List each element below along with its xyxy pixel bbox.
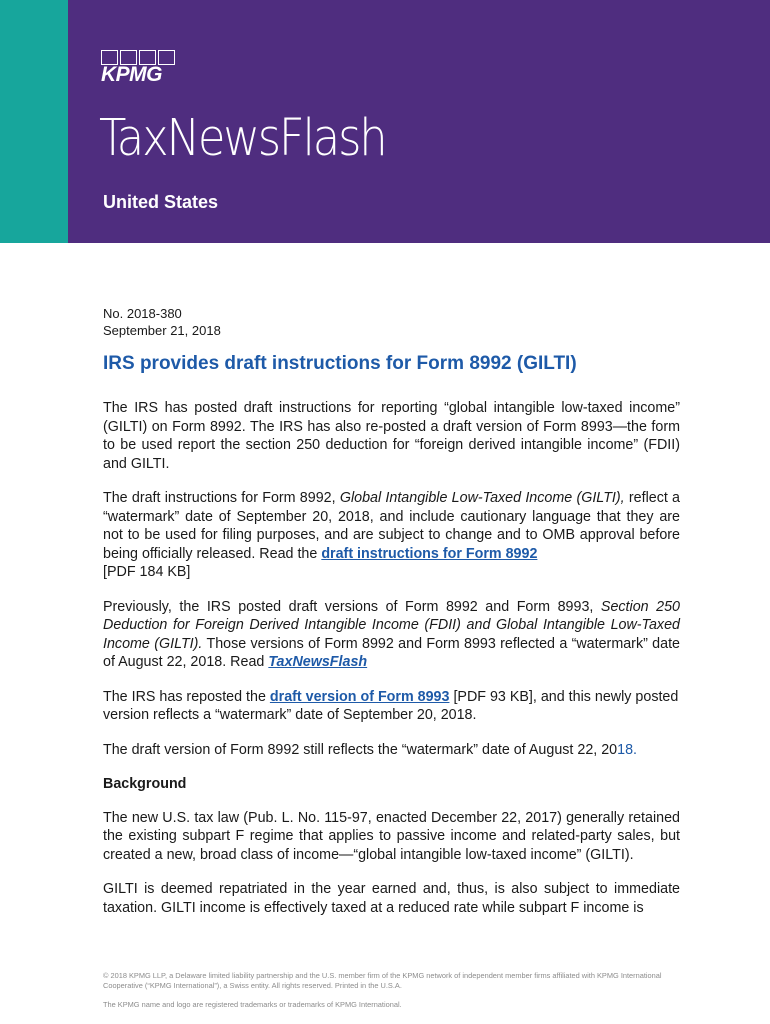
paragraph-text: The draft instructions for Form 8992, [103, 490, 340, 506]
link-text: TaxNewsFlash [268, 654, 368, 670]
paragraph: GILTI is deemed repatriated in the year earned and, thus, is also subject to immediate taxation. GILTI income is effectively taxed at a reduced rate while subpart F income is [103, 881, 680, 916]
masthead-title: TaxNewsFlash [99, 109, 386, 168]
page-footer [103, 971, 683, 1019]
draft-instructions-link[interactable]: draft instructions for Form 8992 [321, 545, 538, 562]
draft-form-8993-link[interactable]: draft version of Form 8993 [269, 688, 450, 705]
kpmg-logo [101, 50, 181, 86]
paragraph-text-blue: 18. [617, 741, 638, 758]
issue-date: September 21, 2018 [103, 323, 221, 338]
paragraph-text: Previously, the IRS posted draft versions of Form 8992 and Form 8993, [103, 598, 601, 615]
form-title-italic: Section 250 Deduction for Foreign Derived Intangible Income (FDII) and Global Intangible Low-Taxed Income (GILTI). [103, 598, 681, 652]
article-headline: IRS provides draft instructions for Form 8992 (GILTI) [103, 353, 577, 374]
paragraph-text: [PDF 93 KB], and this newly posted version reflects a “watermark” date of September 20, 2018. [103, 688, 679, 723]
paragraph: The new U.S. tax law (Pub. L. No. 115-97, enacted December 22, 2017) generally retained the existing subpart F regime that applies to passive income and related-party sales, but created a new, broad class of income—“global intangible low-taxed income” (GILTI). [103, 809, 680, 863]
paragraph [103, 741, 680, 760]
paragraph [103, 598, 680, 672]
issue-meta [103, 305, 221, 339]
paragraph-text: The draft version of Form 8992 still reflects the “watermark” date of August 22, 20 [103, 741, 618, 758]
taxnewsflash-link[interactable] [268, 654, 367, 670]
header-banner [0, 0, 770, 243]
paragraph [103, 688, 680, 725]
form-title-italic: Global Intangible Low-Taxed Income (GILTI), [339, 490, 625, 506]
region-label: United States [103, 192, 219, 212]
paragraph [103, 489, 680, 582]
issue-number: No. 2018-380 [103, 306, 182, 321]
trademark-notice: The KPMG name and logo are registered trademarks or trademarks of KPMG International. [103, 1000, 402, 1009]
article-body [103, 399, 680, 933]
paragraph-text: The IRS has reposted the [103, 688, 270, 705]
teal-stripe [0, 0, 68, 243]
paragraph-text: [PDF 184 KB] [103, 564, 191, 580]
copyright-notice: © 2018 KPMG LLP, a Delaware limited liability partnership and the U.S. member firm of the KPMG network of independent member firms affiliated with KPMG International Cooperative (“KPMG International”), a Swiss entity. All rights reserved. Printed in the U.S.A. [103, 971, 662, 990]
paragraph-text: Those versions of Form 8992 and Form 8993 reflected a “watermark” date of August 22, 2018. Read [103, 635, 681, 670]
logo-text: KPMG [101, 63, 162, 86]
paragraph-text: reflect a “watermark” date of September 20, 2018, and include cautionary language that they are not to be used for filing purposes, and are subject to change and to OMB approval before being officially released. Read the [103, 490, 681, 562]
paragraph: The IRS has posted draft instructions for reporting “global intangible low-taxed income” (GILTI) on Form 8992. The IRS has also re-posted a draft version of Form 8993—the form to be used report the section 250 deduction for “foreign derived intangible income” (FDII) and GILTI. [103, 400, 680, 472]
section-heading: Background [103, 776, 187, 792]
